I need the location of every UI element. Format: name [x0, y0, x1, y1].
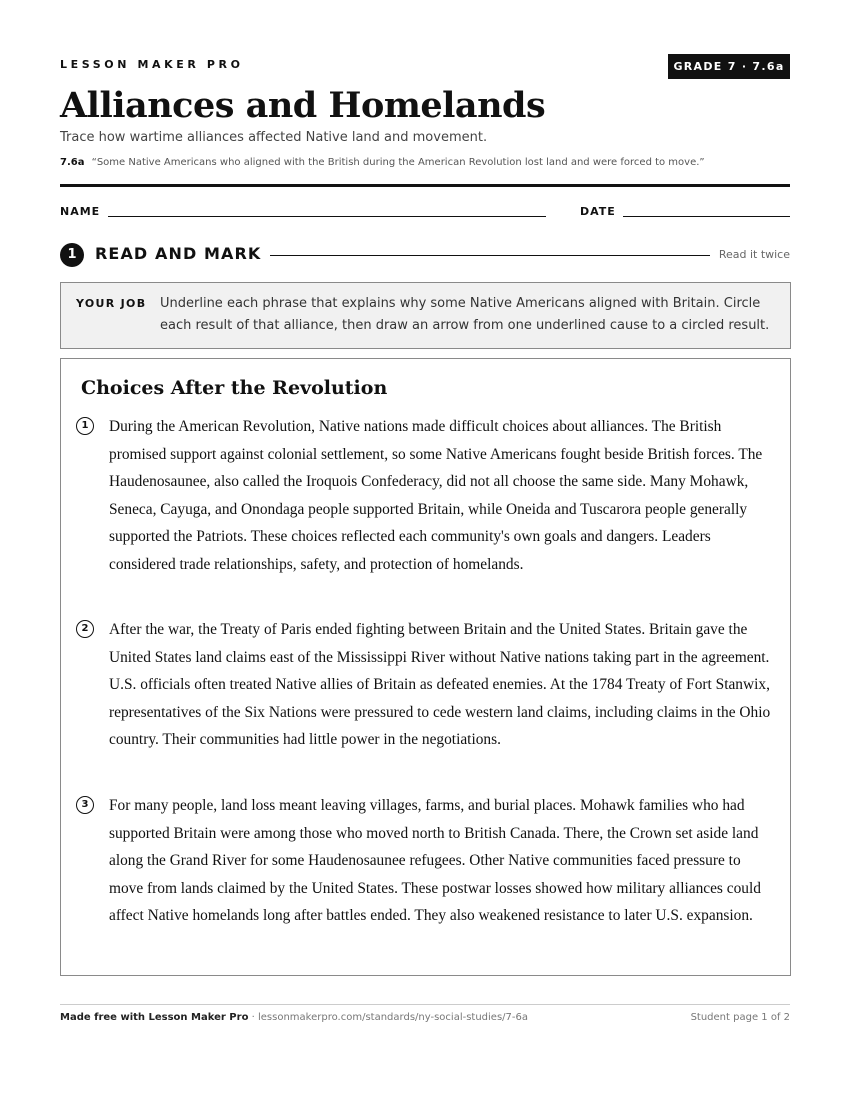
brand-name: LESSON MAKER PRO	[60, 58, 244, 71]
paragraph-2: After the war, the Treaty of Paris ended fighting between Britain and the United States. Britain gave the United States land claims east of the Mississippi River without Native nations taking part in the agreement. U.S. officials often treated Native allies of Britain as defeated enemies. At the 1784 Treaty of Fort Stanwix, representatives of the Six Nations were pressured to cede western land claims, including claims in the Ohio country. Their communities had little power in the negotiations.	[109, 621, 771, 748]
date-line[interactable]	[623, 216, 790, 217]
standard-line	[60, 157, 705, 168]
name-label: NAME	[60, 205, 101, 218]
header-divider	[60, 184, 790, 187]
section-title: READ AND MARK	[95, 244, 262, 263]
standard-code: 7.6a	[60, 157, 85, 168]
section-number-badge: 1	[60, 243, 84, 267]
standard-text: “Some Native Americans who aligned with the British during the American Revolution lost land and were forced to move.”	[91, 157, 705, 168]
footer-divider	[60, 1004, 790, 1005]
job-label: YOUR JOB	[76, 297, 147, 310]
page-title: Alliances and Homelands	[60, 85, 546, 126]
job-instructions: Underline each phrase that explains why some Native Americans aligned with Britain. Circle each result of that alliance, then draw an arrow from one underlined cause to a circled result.	[160, 296, 770, 333]
reading-box	[60, 358, 791, 976]
paragraph-number-1: 1	[76, 417, 94, 435]
date-label: DATE	[580, 205, 616, 218]
paragraph-3: For many people, land loss meant leaving villages, farms, and burial places. Mohawk families who had supported Britain were among those who moved north to British Canada. There, the Crown set aside land along the Grand River for some Haudenosaunee refugees. Other Native communities faced pressure to move from lands claimed by the United States. These postwar losses showed how military alliances could affect Native homelands long after battles ended. They also weakened resistance to later U.S. expansion.	[109, 797, 761, 924]
paragraph-number-2: 2	[76, 620, 94, 638]
footer-url[interactable]: lessonmakerpro.com/standards/ny-social-studies/7-6a	[258, 1012, 528, 1023]
paragraph-number-3: 3	[76, 796, 94, 814]
page-subtitle: Trace how wartime alliances affected Native land and movement.	[60, 130, 488, 145]
footer-made-with: Made free with Lesson Maker Pro	[60, 1012, 249, 1023]
name-line[interactable]	[108, 216, 546, 217]
footer-credit	[60, 1012, 528, 1023]
footer-separator: ·	[251, 1012, 255, 1023]
section-note: Read it twice	[718, 248, 790, 261]
paragraph-1: During the American Revolution, Native nations made difficult choices about alliances. The British promised support against colonial settlement, so some Native Americans fought beside British forces. The Haudenosaunee, also called the Iroquois Confederacy, did not all choose the same side. Many Mohawk, Seneca, Cayuga, and Onondaga people supported Britain, while Oneida and Tuscarora people generally supported the Patriots. These choices reflected each community's own goals and dangers. Leaders considered trade relationships, safety, and protection of homelands.	[109, 418, 763, 573]
grade-badge: GRADE 7 · 7.6a	[668, 54, 790, 79]
reading-title: Choices After the Revolution	[81, 377, 388, 399]
section-divider	[270, 255, 710, 256]
job-box	[60, 282, 791, 349]
footer-page-number: Student page 1 of 2	[690, 1012, 790, 1023]
